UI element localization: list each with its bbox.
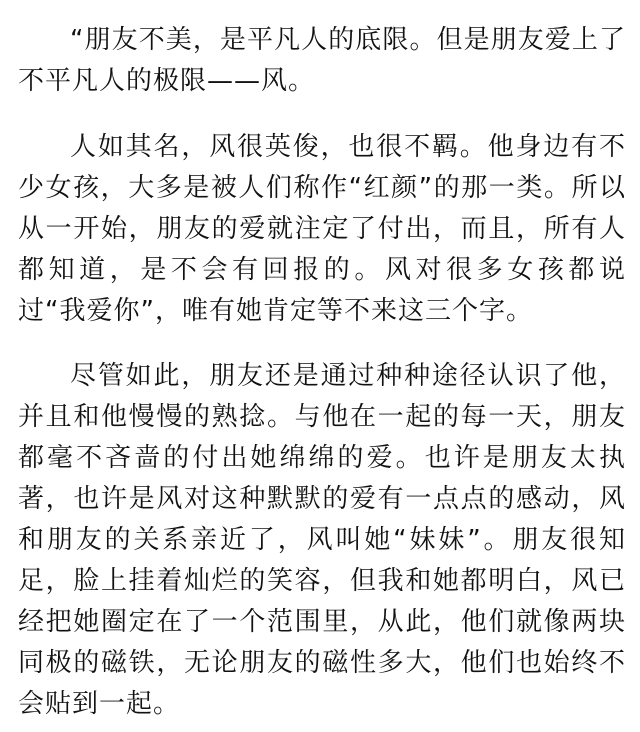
paragraph-2: 人如其名，风很英俊，也很不羁。他身边有不少女孩，大多是被人们称作“红颜”的那一类。所以从一开始，朋友的爱就注定了付出，而且，所有人都知道，是不会有回报的。风对很多女孩都说过“我爱你”，唯有她肯定等不来这三个字。 (18, 132, 626, 326)
paragraph-3: 尽管如此，朋友还是通过种种途径认识了他，并且和他慢慢的熟捻。与他在一起的每一天，朋友都毫不吝啬的付出她绵绵的爱。也许是朋友太执著，也许是风对这种默默的爱有一点点的感动，风和朋友的关系亲近了，风叫她“妹妹”。朋友很知足，脸上挂着灿烂的笑容，但我和她都明白，风已经把她圈定在了一个范围里，从此，他们就像两块同极的磁铁，无论朋友的磁性多大，他们也始终不会贴到一起。 (18, 361, 626, 719)
paragraph-1: “朋友不美，是平凡人的底限。但是朋友爱上了不平凡人的极限——风。 (18, 25, 626, 96)
